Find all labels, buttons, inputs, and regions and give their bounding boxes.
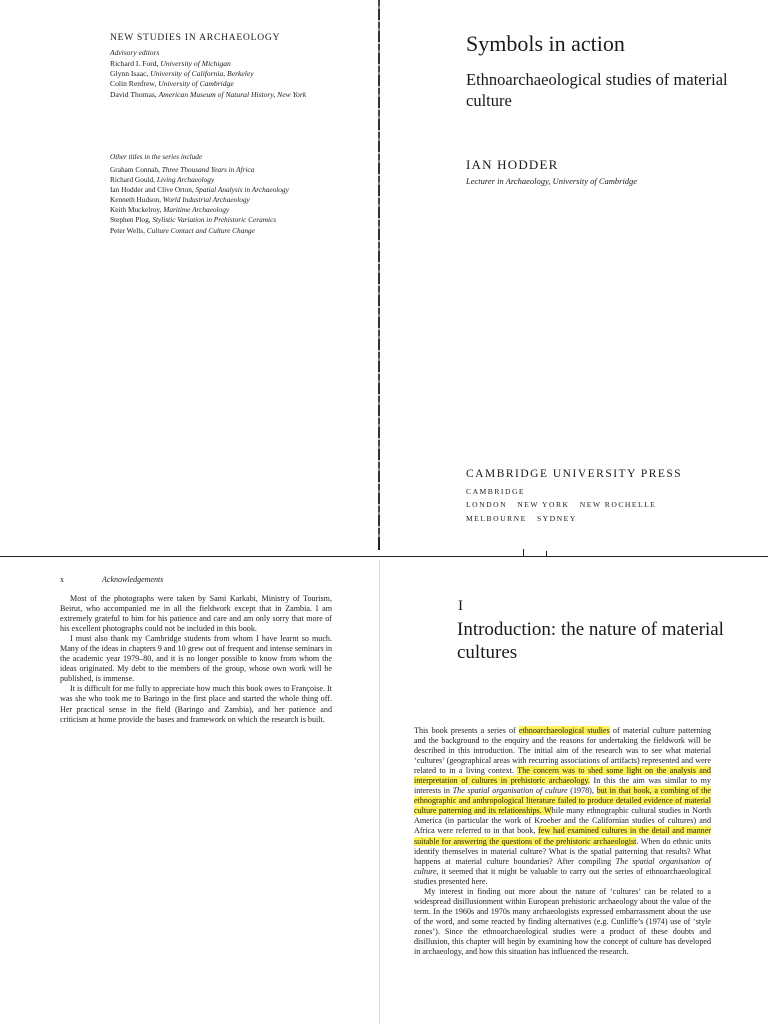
chapter-title: Introduction: the nature of material cultures bbox=[457, 619, 724, 663]
text-segment: The spatial organisation of culture bbox=[452, 786, 568, 796]
paragraph: My interest in finding out more about the nature of ‘cultures’ can be related to a widespread disillusionment within European prehistoric archaeology about the value of the term. In the 1960s and 1970s many archaeologists expressed embarrassment about the use of the word, and some reacted by finding alternatives (e.g. Cunliffe’s (1974) use of ‘style zones’). Since the ethnoarchaeological studies were a product of these doubts and disillusion, this chapter will begin by examining how the concept of culture has developed in archaeology, and how this situation has influenced the research. bbox=[414, 886, 711, 957]
book-subtitle: Ethnoarchaeological studies of material culture bbox=[466, 70, 728, 110]
other-titles-heading: Other titles in the series include bbox=[110, 153, 203, 161]
acknowledgements-page bbox=[0, 560, 379, 1024]
highlighted-text: few had examined cultures in the detail and manner suitable for answering the questions of the prehistoric archaeologist bbox=[414, 826, 711, 846]
highlighted-text: The concern was to shed some light on the analysis and interpretation of cultures in prehistoric archaeology. bbox=[414, 766, 711, 786]
editor-line: Colin Renfrew, University of Cambridge bbox=[110, 79, 234, 89]
text-segment: . When do ethnic units identify themselves in material culture? What is the spatial patterning that results? What happens at material culture boundaries? After compiling bbox=[414, 836, 711, 866]
book-title: Symbols in action bbox=[466, 31, 625, 56]
highlighted-text: but in that book, a combing of the ethnographic and anthropological literature failed to produce detailed evidence of material culture patterning and its relationships. W bbox=[414, 786, 711, 816]
author-affiliation: Lecturer in Archaeology, University of Cambridge bbox=[466, 176, 638, 186]
publisher-city-line: MELBOURNE SYDNEY bbox=[466, 514, 577, 523]
author-name: IAN HODDER bbox=[466, 157, 559, 172]
gutter-bottom bbox=[379, 560, 380, 1024]
other-title-line: Ian Hodder and Clive Orton, Spatial Analysis in Archaeology bbox=[110, 185, 289, 195]
running-header bbox=[60, 575, 163, 584]
page-divider bbox=[0, 556, 768, 557]
editor-line: David Thomas, American Museum of Natural History, New York bbox=[110, 89, 307, 99]
publisher-city-line: CAMBRIDGE bbox=[466, 487, 526, 496]
text-segment: (1978), bbox=[567, 786, 597, 796]
advisory-heading: Advisory editors bbox=[110, 48, 160, 57]
chapter-page bbox=[381, 560, 768, 1024]
title-page bbox=[381, 0, 768, 556]
paragraph: It is difficult for me fully to appreciate how much this book owes to Françoise. It was she who took me to Baringo in the first place and started the whole thing off. Her practical sense in the field (Baringo and Zambia), and her patience and criticism at home provide the bases and framework on which the research is built. bbox=[60, 684, 332, 724]
text-segment: The spatial organisation of culture bbox=[414, 856, 711, 876]
running-head: Acknowledgements bbox=[102, 575, 164, 584]
acknowledgements-body bbox=[60, 594, 332, 725]
other-title-line: Kenneth Hudson, World Industrial Archaeology bbox=[110, 195, 250, 205]
other-title-line: Stephen Plog, Stylistic Variation in Prehistoric Ceramics bbox=[110, 215, 277, 225]
text-segment: hile many ethnographic cultural studies in North America (in particular the work of Kroeber and the Californian studies of cultures) and Africa were referred to in that book, bbox=[414, 806, 711, 836]
paragraph: Most of the photographs were taken by Sami Karkabi, Ministry of Tourism, Beirut, who accompanied me in all the fieldwork except that in Zambia. I am extremely grateful to him for his patience and care and am only sorry that more of his excellent photographs could not be included in this book. bbox=[60, 594, 332, 634]
editors-list bbox=[110, 59, 306, 100]
other-title-line: Peter Wells, Culture Contact and Culture Change bbox=[110, 225, 255, 235]
text-segment: of material culture patterning and the background to the enquiry and the reasons for undertaking the fieldwork will be described in this introduction. The initial aim of the research was to see what material ‘cultures’ (geographical areas with recurring associations of artifacts) represented and were related to in a living context. bbox=[414, 726, 711, 776]
series-page bbox=[0, 0, 379, 556]
publisher-city-line: LONDON NEW YORK NEW ROCHELLE bbox=[466, 500, 657, 509]
other-title-line: Richard Gould, Living Archaeology bbox=[110, 175, 215, 185]
other-titles-list bbox=[110, 165, 289, 236]
highlighted-text: ethnoarchaeological studies bbox=[518, 726, 610, 735]
chapter-body bbox=[414, 726, 711, 957]
text-segment: In this the aim was similar to my interests in bbox=[414, 776, 711, 796]
paragraph bbox=[414, 726, 711, 887]
paragraph: I must also thank my Cambridge students from whom I have learnt so much. Many of the ideas in chapters 9 and 10 grew out of frequent and intense seminars in the academic year 1979–80, and it is no longer possible to know from whom the ideas originated. My debt to the members of the group, whose own work will be published, is immense. bbox=[60, 634, 332, 684]
text-segment: This book presents a series of bbox=[414, 726, 519, 735]
text-segment: , it seemed that it might be valuable to carry out the series of ethnoarchaeological studies presented here. bbox=[414, 866, 711, 886]
editor-line: Glynn Isaac, University of California, Berkeley bbox=[110, 69, 254, 79]
publisher-name: CAMBRIDGE UNIVERSITY PRESS bbox=[466, 468, 683, 480]
other-title-line: Graham Connah, Three Thousand Years in Africa bbox=[110, 165, 255, 174]
series-title: NEW STUDIES IN ARCHAEOLOGY bbox=[110, 33, 281, 43]
editor-line: Richard I. Ford, University of Michigan bbox=[110, 59, 231, 68]
chapter-number: I bbox=[458, 598, 463, 614]
page-number: x bbox=[60, 575, 64, 584]
other-title-line: Keith Muckelroy, Maritime Archaeology bbox=[110, 205, 230, 215]
